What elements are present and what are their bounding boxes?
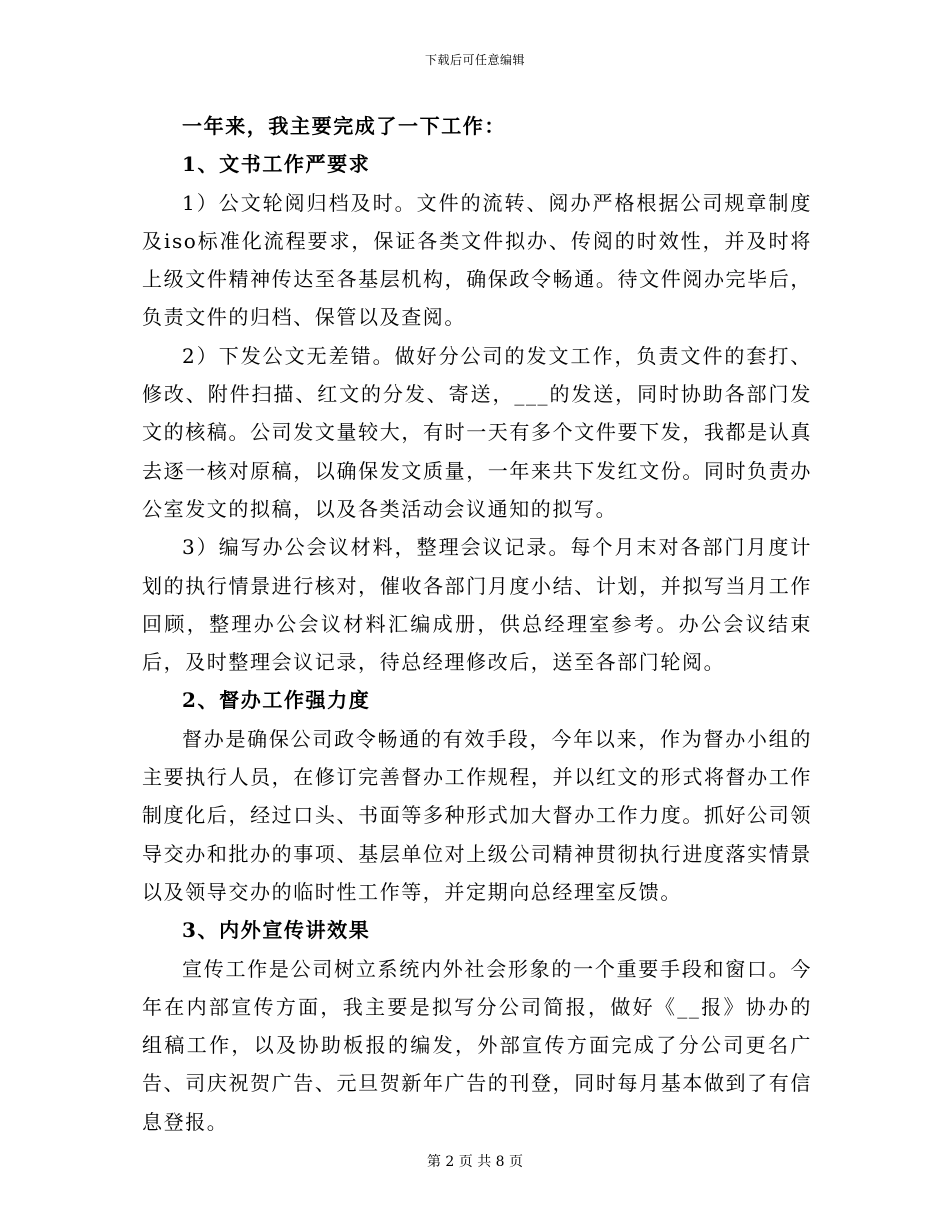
section-1-item-1: 1）公文轮阅归档及时。文件的流转、阅办严格根据公司规章制度及iso标准化流程要求，保证各类文件拟办、传阅的时效性，并及时将上级文件精神传达至各基层机构，确保政令畅通。待文件阅办完毕后，负责文件的归档、保管以及查阅。: [142, 190, 812, 330]
section-1-title: 1、文书工作严要求: [182, 152, 371, 177]
section-3-paragraph: 宣传工作是公司树立系统内外社会形象的一个重要手段和窗口。今年在内部宣传方面，我主要是拟写分公司简报，做好《__报》协办的组稿工作，以及协助板报的编发，外部宣传方面完成了分公司更名广告、司庆祝贺广告、元旦贺新年广告的刊登，同时每月基本做到了有信息登报。: [142, 956, 812, 1134]
intro-heading: 一年来，我主要完成了一下工作：: [182, 114, 506, 138]
section-3-title: 3、内外宣传讲效果: [182, 918, 371, 943]
section-2-paragraph: 督办是确保公司政令畅通的有效手段，今年以来，作为督办小组的主要执行人员，在修订完善督办工作规程，并以红文的形式将督办工作制度化后，经过口头、书面等多种形式加大督办工作力度。抓好公司领导交办和批办的事项、基层单位对上级公司精神贯彻执行进度落实情景以及领导交办的临时性工作等，并定期向总经理室反馈。: [142, 726, 812, 904]
header-note: 下载后可任意编辑: [424, 53, 525, 67]
document-body: [142, 107, 812, 1141]
page-number: 第 2 页 共 8 页: [426, 1154, 524, 1170]
section-1-item-2: 2）下发公文无差错。做好分公司的发文工作，负责文件的套打、修改、附件扫描、红文的分发、寄送，___的发送，同时协助各部门发文的核稿。公司发文量较大，有时一天有多个文件要下发，我都是认真去逐一核对原稿，以确保发文质量，一年来共下发红文份。同时负责办公室发文的拟稿，以及各类活动会议通知的拟写。: [142, 343, 812, 521]
section-1-item-3: 3）编写办公会议材料，整理会议记录。每个月末对各部门月度计划的执行情景进行核对，催收各部门月度小结、计划，并拟写当月工作回顾，整理办公会议材料汇编成册，供总经理室参考。办公会议结束后，及时整理会议记录，待总经理修改后，送至各部门轮阅。: [142, 535, 812, 675]
section-2-title: 2、督办工作强力度: [182, 688, 371, 713]
